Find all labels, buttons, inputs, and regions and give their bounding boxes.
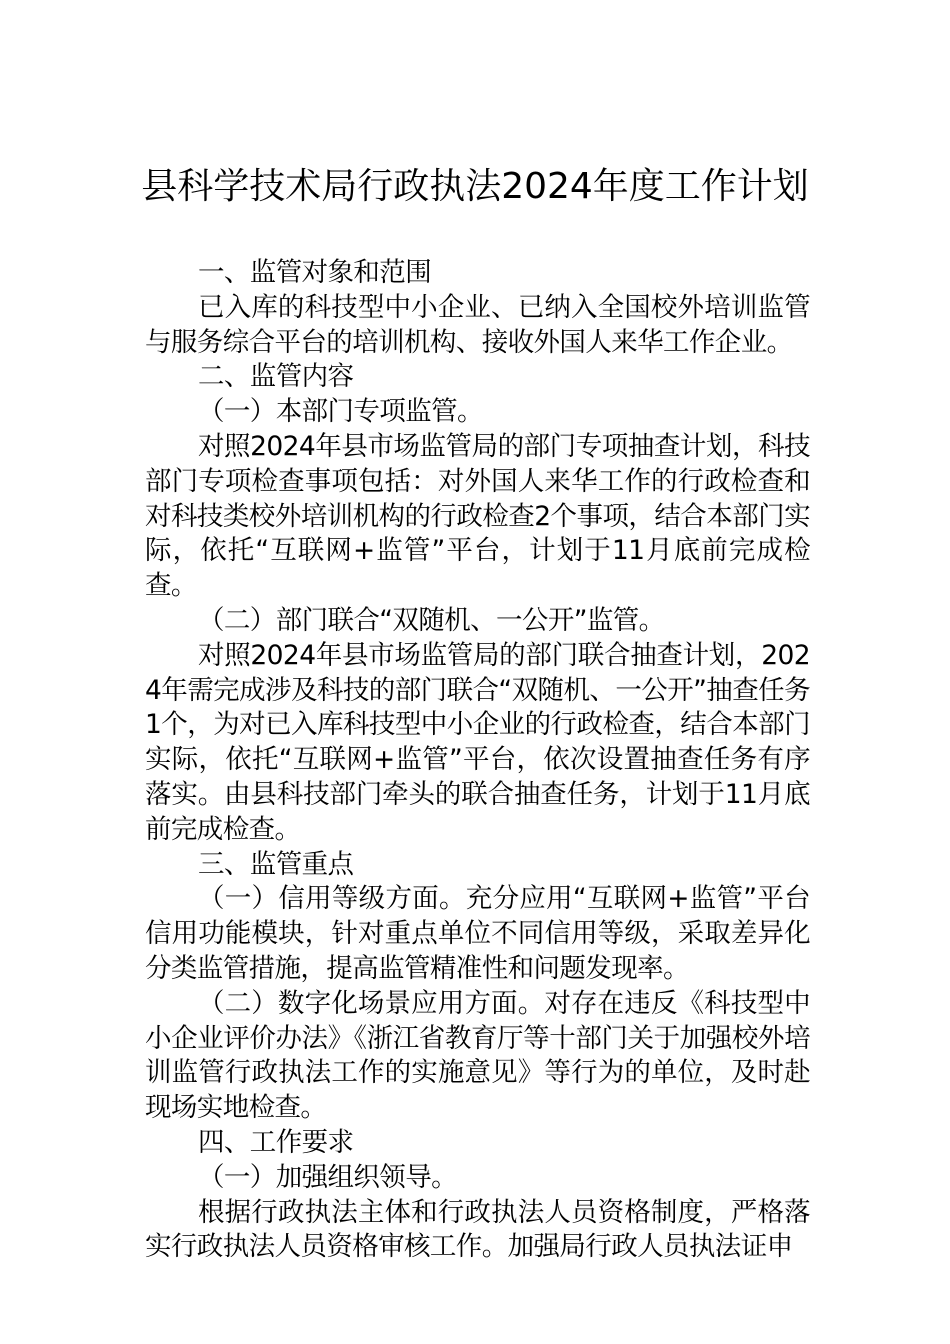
document-body (145, 256, 810, 1265)
section-heading-3: 三、监管重点 (198, 848, 354, 880)
subheading-leadership: （一）加强组织领导。 (198, 1161, 457, 1193)
paragraph-digital-scenario: （二）数字化场景应用方面。对存在违反《科技型中小企业评价办法》《浙江省教育厅等十部门关于加强校外培训监管行政执法工作的实施意见》等行为的单位，及时赴现场实地检查。 (145, 987, 810, 1124)
section-heading-1: 一、监管对象和范围 (198, 257, 432, 288)
subheading-joint-supervision: （二）部门联合“双随机、一公开”监管。 (198, 604, 665, 636)
document-title: 县科学技术局行政执法2024年度工作计划 (141, 166, 809, 207)
subheading-special-supervision: （一）本部门专项监管。 (198, 396, 483, 428)
paragraph-scope: 已入库的科技型中小企业、已纳入全国校外培训监管与服务综合平台的培训机构、接收外国人来华工作企业。 (145, 291, 810, 358)
paragraph-joint-supervision: 对照2024年县市场监管局的部门联合抽查计划，2024年需完成涉及科技的部门联合“双随机、一公开”抽查任务1个，为对已入库科技型中小企业的行政检查，结合本部门实际，依托“互联网+监管”平台，依次设置抽查任务有序落实。由县科技部门牵头的联合抽查任务，计划于11月底前完成检查。 (145, 639, 810, 845)
paragraph-special-supervision: 对照2024年县市场监管局的部门专项抽查计划，科技部门专项检查事项包括：对外国人来华工作的行政检查和对科技类校外培训机构的行政检查2个事项，结合本部门实际，依托“互联网+监管”平台，计划于11月底前完成检查。 (145, 430, 810, 602)
section-heading-2: 二、监管内容 (198, 361, 354, 393)
paragraph-credit-level: （一）信用等级方面。充分应用“互联网+监管”平台信用功能模块，针对重点单位不同信用等级，采取差异化分类监管措施，提高监管精准性和问题发现率。 (145, 883, 810, 984)
paragraph-leadership: 根据行政执法主体和行政执法人员资格制度，严格落实行政执法人员资格审核工作。加强局行政人员执法证申 (145, 1196, 810, 1263)
section-heading-4: 四、工作要求 (198, 1126, 354, 1158)
